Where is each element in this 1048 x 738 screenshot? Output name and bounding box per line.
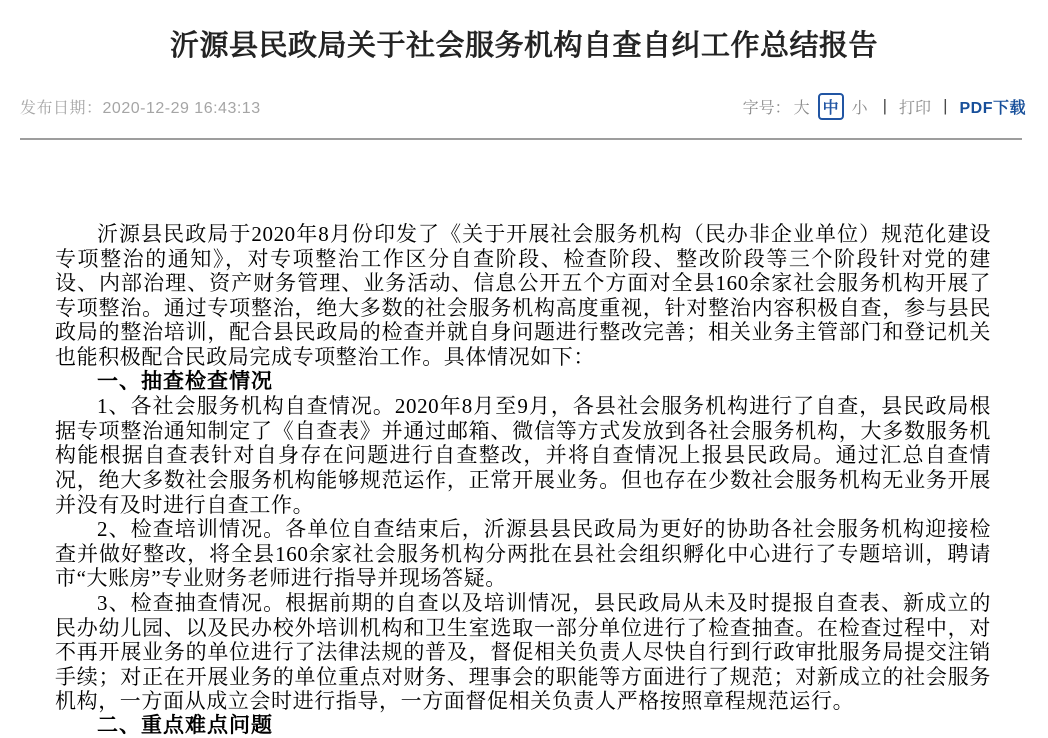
article-body (55, 222, 991, 738)
article-paragraph-2: 1、各社会服务机构自查情况。2020年8月至9月，各县社会服务机构进行了自查，县民政局根据专项整治通知制定了《自查表》并通过邮箱、微信等方式发放到各社会服务机构，大多数服务机构能根据自查表针对自身存在问题进行自查整改，并将自查情况上报县民政局。通过汇总自查情况，绝大多数社会服务机构能够规范运作，正常开展业务。但也存在少数社会服务机构无业务开展并没有及时进行自查工作。 (55, 394, 991, 517)
article-paragraph-1: 沂源县民政局于2020年8月份印发了《关于开展社会服务机构（民办非企业单位）规范化建设专项整治的通知》，对专项整治工作区分自查阶段、检查阶段、整改阶段等三个阶段针对党的建设、内部治理、资产财务管理、业务活动、信息公开五个方面对全县160余家社会服务机构开展了专项整治。通过专项整治，绝大多数的社会服务机构高度重视，针对整治内容积极自查，参与县民政局的整治培训，配合县民政局的检查并就自身问题进行整改完善；相关业务主管部门和登记机关也能积极配合民政局完成专项整治工作。具体情况如下： (55, 222, 991, 369)
font-size-medium-button[interactable]: 中 (818, 93, 844, 120)
article-toolbar (743, 93, 1026, 120)
article-paragraph-4: 3、检查抽查情况。根据前期的自查以及培训情况，县民政局从未及时提报自查表、新成立的民办幼儿园、以及民办校外培训机构和卫生室选取一部分单位进行了检查抽查。在检查过程中，对不再开展业务的单位进行了法律法规的普及，督促相关负责人尽快自行到行政审批服务局提交注销手续；对正在开展业务的单位重点对财务、理事会的职能等方面进行了规范；对新成立的社会服务机构，一方面从成立会时进行指导，一方面督促相关负责人严格按照章程规范运行。 (55, 590, 991, 714)
header-divider (20, 138, 1022, 140)
article-paragraph-3: 2、检查培训情况。各单位自查结束后，沂源县县民政局为更好的协助各社会服务机构迎接检查并做好整改，将全县160余家社会服务机构分两批在县社会组织孵化中心进行了专题培训，聘请市“大账房”专业财务老师进行指导并现场答疑。 (55, 517, 991, 591)
font-size-small-button[interactable]: 小 (851, 99, 868, 117)
section-heading-1: 一、抽查检查情况 (97, 369, 273, 393)
print-button[interactable]: 打印 (899, 99, 932, 117)
toolbar-separator: | (943, 96, 948, 115)
publish-date-value: 2020-12-29 16:43:13 (102, 99, 261, 117)
publish-date-label: 发布日期： (20, 99, 103, 117)
meta-row (0, 94, 1048, 118)
font-size-label: 字号： (742, 99, 791, 117)
publish-date (20, 95, 261, 118)
article-title: 沂源县民政局关于社会服务机构自查自纠工作总结报告 (169, 30, 878, 62)
font-size-large-button[interactable]: 大 (793, 99, 810, 117)
section-heading-2: 二、重点难点问题 (97, 713, 273, 737)
toolbar-separator: | (882, 96, 888, 115)
pdf-download-button[interactable]: PDF下载 (959, 99, 1026, 117)
